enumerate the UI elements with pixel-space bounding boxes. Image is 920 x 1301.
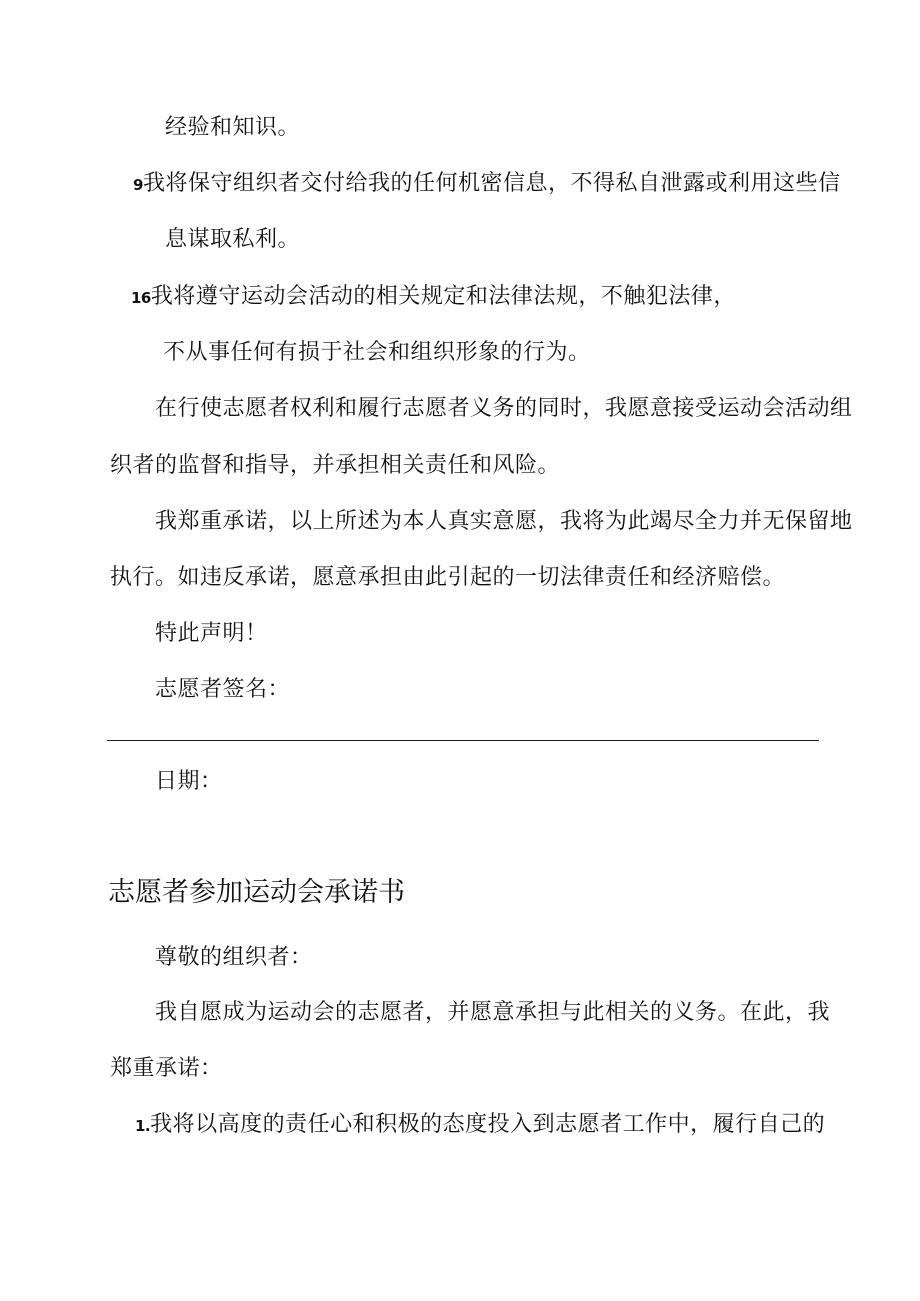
paragraph-commitment-line-2: 执行。如违反承诺，愿意承担由此引起的一切法律责任和经济赔偿。 <box>110 565 786 590</box>
signature-label: 志愿者签名： <box>155 677 291 702</box>
paragraph-responsibility-line-2: 织者的监督和指导，并承担相关责任和风险。 <box>110 453 561 478</box>
list-item-number: 16 <box>131 289 151 307</box>
list-item-1-line-1 <box>135 1110 825 1141</box>
intro-paragraph-line-2: 郑重承诺： <box>110 1056 223 1081</box>
paragraph-responsibility-line-1: 在行使志愿者权利和履行志愿者义务的同时，我愿意接受运动会活动组 <box>155 396 853 421</box>
document-title: 志愿者参加运动会承诺书 <box>108 877 405 908</box>
intro-paragraph-line-1: 我自愿成为运动会的志愿者，并愿意承担与此相关的义务。在此，我 <box>155 1000 831 1025</box>
list-item-number: 9 <box>133 176 143 194</box>
salutation: 尊敬的组织者： <box>155 945 313 970</box>
list-item-9-line-2: 息谋取私利。 <box>165 227 301 252</box>
list-item-9-line-1 <box>133 169 840 200</box>
list-item-text: 我将遵守运动会活动的相关规定和法律法规，不触犯法律， <box>150 284 736 309</box>
continuation-line: 经验和知识。 <box>165 115 301 140</box>
signature-line <box>107 740 819 741</box>
statement-text: 特此声明！ <box>155 621 268 646</box>
list-item-10-line-1 <box>131 282 736 313</box>
list-item-text: 我将保守组织者交付给我的任何机密信息，不得私自泄露或利用这些信 <box>142 171 841 196</box>
list-item-text: 我将以高度的责任心和积极的态度投入到志愿者工作中，履行自己的 <box>150 1112 826 1137</box>
list-item-number: 1. <box>135 1117 151 1135</box>
paragraph-commitment-line-1: 我郑重承诺，以上所述为本人真实意愿，我将为此竭尽全力并无保留地 <box>155 509 853 534</box>
list-item-10-line-2: 不从事任何有损于社会和组织形象的行为。 <box>163 340 591 365</box>
date-label: 日期： <box>155 769 223 794</box>
